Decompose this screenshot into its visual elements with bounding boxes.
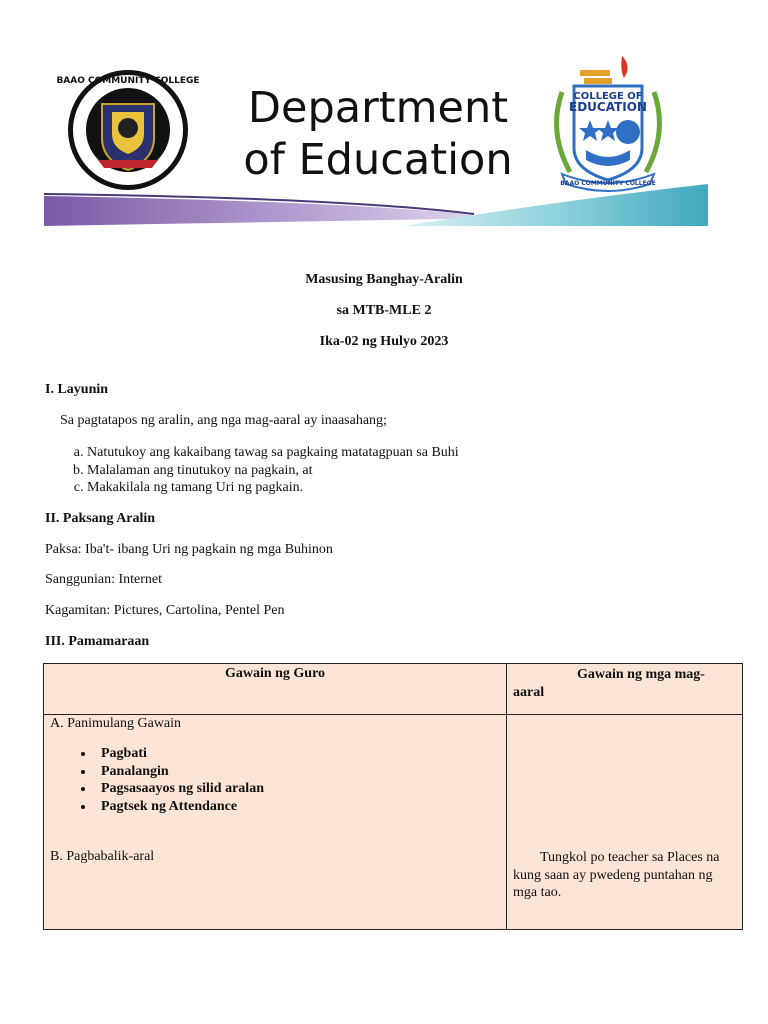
student-answer-b: Tungkol po teacher sa Places na kung saan ay pwedeng puntahan ng mga tao. [513, 850, 720, 901]
lesson-plan-title: Masusing Banghay-Aralin [305, 272, 463, 287]
seal-text-mid: EDUCATION [569, 100, 647, 114]
teacher-activity-cell [44, 715, 507, 930]
list-item: • Pagbati [95, 745, 264, 763]
lesson-plan-date: Ika-02 ng Hulyo 2023 [319, 334, 449, 349]
list-item: • Pagsasaayos ng silid aralan [95, 780, 264, 798]
sanggunian-text: Sanggunian: Internet [45, 572, 163, 587]
column-header-magaaral-line2: aaral [513, 685, 545, 700]
community-college-seal-icon [56, 68, 200, 192]
seal-text-top: COLLEGE OF [573, 91, 643, 102]
list-item: a. Natutukoy ang kakaibang tawag sa pagkaing matatagpuan sa Buhi [87, 444, 459, 462]
section-b-label: B. Pagbabalik-aral [50, 849, 155, 864]
lesson-plan-subject: sa MTB-MLE 2 [336, 303, 432, 318]
list-item: c. Makakilala ng tamang Uri ng pagkain. [87, 479, 459, 497]
department-title [200, 82, 556, 186]
column-header-magaaral [507, 664, 743, 715]
paksa-text: Paksa: Iba't- ibang Uri ng pagkain ng mga Buhinon [45, 542, 333, 557]
section-a-label: A. Panimulang Gawain [50, 716, 182, 731]
college-of-education-seal-icon [540, 52, 676, 192]
section-heading-pamamaraan: III. Pamamaraan [45, 634, 150, 649]
header-banner [44, 180, 708, 230]
seal-ribbon-text: BAAO COMMUNITY COLLEGE [560, 180, 656, 187]
section-heading-paksang-aralin: II. Paksang Aralin [45, 511, 156, 526]
section-heading-layunin: I. Layunin [45, 382, 109, 397]
column-header-magaaral-line1: Gawain ng mga mag- [577, 667, 705, 682]
opening-activities-list [50, 745, 264, 815]
column-header-guro: Gawain ng Guro [44, 664, 507, 715]
list-item: • Pagtsek ng Attendance [95, 798, 264, 816]
student-activity-cell [507, 715, 743, 930]
department-title-line1: Department [247, 83, 509, 133]
layunin-intro: Sa pagtatapos ng aralin, ang nga mag-aaral ay inaasahang; [60, 413, 387, 428]
kagamitan-text: Kagamitan: Pictures, Cartolina, Pentel Pen [45, 603, 285, 618]
list-item: b. Malalaman ang tinutukoy na pagkain, at [87, 462, 459, 480]
document-header [0, 0, 768, 235]
table-header-row [44, 664, 743, 715]
objectives-list [45, 444, 459, 497]
seal-text: BAAO COMMUNITY COLLEGE [56, 76, 200, 86]
list-item: • Panalangin [95, 763, 264, 781]
procedure-table [43, 663, 743, 930]
department-title-line2: of Education [243, 135, 513, 185]
table-row [44, 715, 743, 930]
